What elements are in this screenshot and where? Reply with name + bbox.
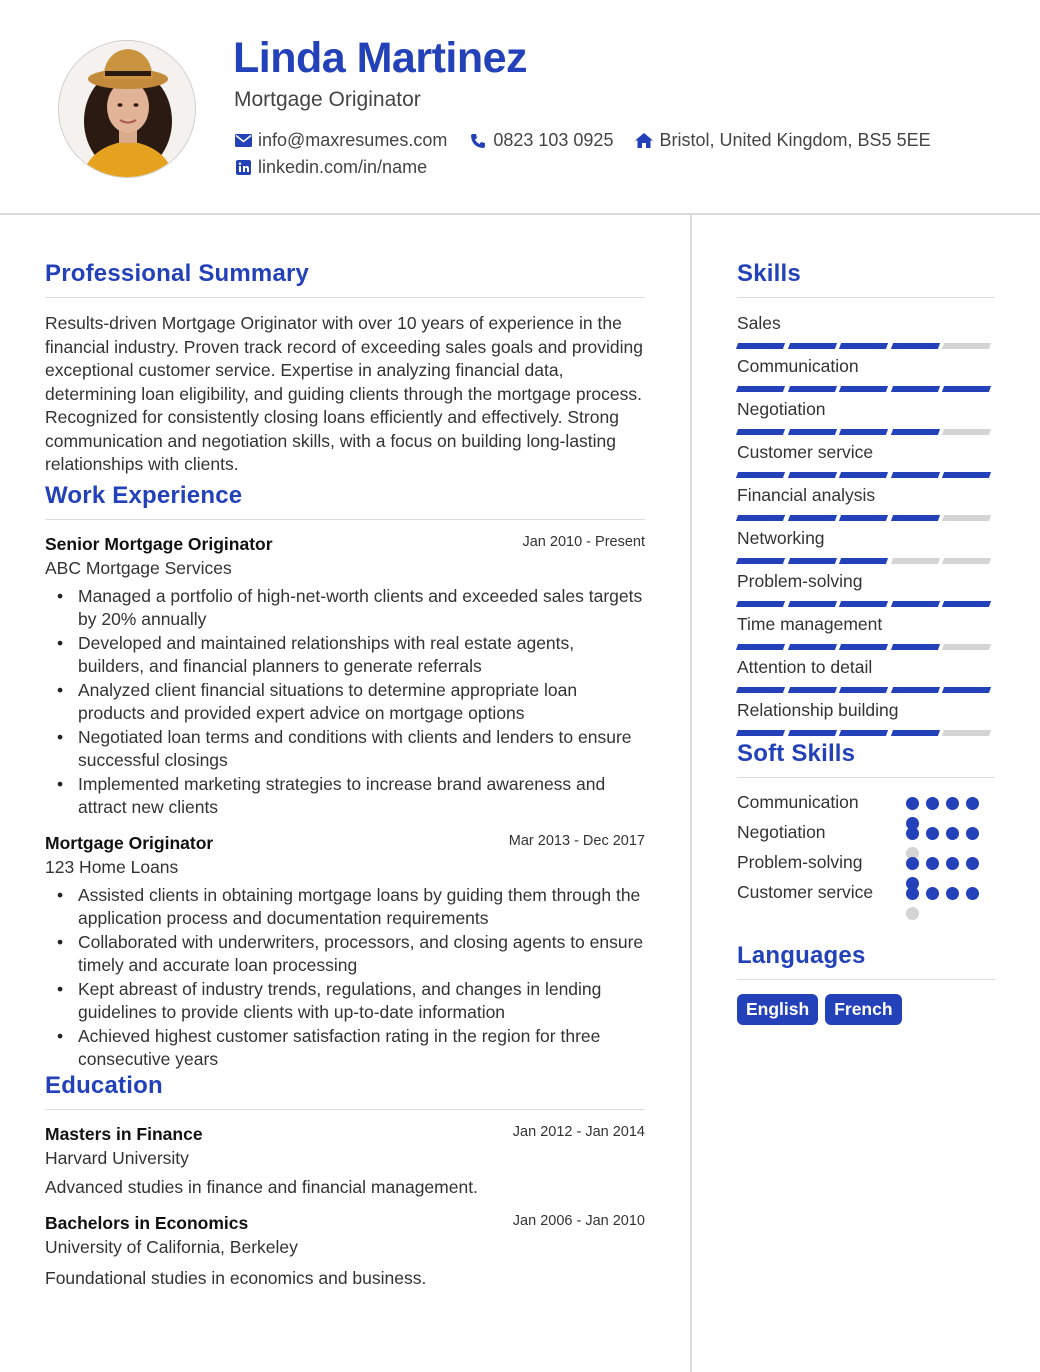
contact-linkedin[interactable] (234, 157, 427, 178)
soft-skill-dot (906, 797, 919, 810)
sidebar-column (737, 215, 995, 1025)
skill-name: Communication (737, 356, 859, 376)
soft-skill-dot (966, 827, 979, 840)
skill-item (737, 614, 995, 657)
soft-skill-dot (926, 857, 939, 870)
skill-level-segment (891, 558, 940, 564)
job-company: 123 Home Loans (45, 856, 179, 877)
skill-level-segment (788, 558, 837, 564)
skill-level-segment (942, 644, 991, 650)
languages-heading: Languages (737, 942, 866, 969)
skill-level-segment (736, 386, 785, 392)
skill-level-segment (891, 515, 940, 521)
job-bullets (45, 884, 645, 1072)
skills-heading: Skills (737, 260, 801, 287)
skill-level-segment (942, 730, 991, 736)
skill-level-segment (736, 429, 785, 435)
skill-item (737, 571, 995, 614)
job-title: Senior Mortgage Originator (45, 533, 273, 554)
section-rule (45, 519, 645, 520)
skill-level-bars (737, 687, 995, 693)
skill-level-segment (942, 515, 991, 521)
skill-level-bars (737, 386, 995, 392)
skill-name: Negotiation (737, 399, 826, 419)
skill-level-segment (736, 343, 785, 349)
contact-email-text: info@maxresumes.com (258, 130, 448, 150)
soft-skills-section (737, 740, 995, 912)
skill-level-segment (788, 343, 837, 349)
education-entry (45, 1213, 645, 1289)
skill-level-bars (737, 515, 995, 521)
skill-level-segment (736, 644, 785, 650)
experience-section (45, 482, 645, 1072)
phone-icon (469, 132, 487, 150)
language-tag: English (737, 994, 818, 1025)
section-rule (45, 1109, 645, 1110)
skill-level-bars (737, 644, 995, 650)
skill-level-bars (737, 730, 995, 736)
skill-level-segment (942, 687, 991, 693)
soft-skill-dot (906, 907, 919, 920)
contact-address-text: Bristol, United Kingdom, BS5 5EE (659, 130, 931, 150)
section-rule (737, 297, 995, 298)
soft-skill-item (737, 792, 995, 822)
job-bullet: • Collaborated with underwriters, processors, and closing agents to ensure timely and accurate loan processing (45, 931, 645, 978)
soft-skill-item (737, 882, 995, 912)
skill-level-bars (737, 429, 995, 435)
skill-level-segment (942, 386, 991, 392)
skill-level-bars (737, 472, 995, 478)
skill-level-segment (736, 687, 785, 693)
job-date: Jan 2010 - Present (522, 533, 645, 550)
job-bullet: • Assisted clients in obtaining mortgage loans by guiding them through the application process and documentation requirements (45, 884, 645, 931)
skill-level-segment (839, 601, 888, 607)
skill-item (737, 657, 995, 700)
section-rule (737, 777, 995, 778)
education-date: Jan 2006 - Jan 2010 (512, 1212, 645, 1229)
job-bullet: • Achieved highest customer satisfaction rating in the region for three consecutive years (45, 1025, 645, 1072)
soft-skill-dot (946, 857, 959, 870)
skill-level-segment (942, 601, 991, 607)
linkedin-icon (234, 159, 252, 177)
skill-level-segment (839, 515, 888, 521)
contact-phone[interactable] (469, 130, 613, 151)
experience-heading: Work Experience (45, 481, 243, 509)
education-entry (45, 1124, 645, 1198)
soft-skill-dot (926, 887, 939, 900)
skill-level-segment (942, 558, 991, 564)
soft-skill-dot (906, 857, 919, 870)
skill-item (737, 700, 995, 736)
soft-skills-heading: Soft Skills (737, 740, 856, 767)
skill-name: Time management (737, 614, 883, 634)
skill-name: Sales (737, 313, 781, 333)
candidate-name: Linda Martinez (233, 34, 528, 82)
skill-level-segment (891, 343, 940, 349)
skill-level-segment (942, 472, 991, 478)
skill-level-segment (788, 730, 837, 736)
skill-level-segment (839, 687, 888, 693)
skill-level-segment (736, 472, 785, 478)
soft-skill-dot (926, 827, 939, 840)
candidate-title: Mortgage Originator (234, 88, 421, 111)
summary-heading: Professional Summary (45, 260, 310, 287)
contact-phone-text: 0823 103 0925 (493, 130, 614, 150)
job-entry (45, 534, 645, 820)
job-bullet: • Kept abreast of industry trends, regulations, and changes in lending guidelines to provide clients with up-to-date information (45, 978, 645, 1025)
soft-skill-item (737, 852, 995, 882)
skill-item (737, 313, 995, 356)
job-bullet: • Negotiated loan terms and conditions with clients and lenders to ensure successful closings (45, 726, 645, 773)
skill-level-segment (788, 687, 837, 693)
languages-section (737, 942, 995, 1025)
job-bullet: • Analyzed client financial situations to determine appropriate loan products and provided expert advice on mortgage options (45, 679, 645, 726)
skill-level-segment (839, 644, 888, 650)
skill-name: Financial analysis (737, 485, 876, 505)
job-bullet: • Implemented marketing strategies to increase brand awareness and attract new clients (45, 773, 645, 820)
skill-level-segment (839, 730, 888, 736)
skill-level-segment (736, 601, 785, 607)
skill-level-segment (891, 386, 940, 392)
skill-item (737, 399, 995, 442)
education-description: Advanced studies in finance and financial management. (45, 1176, 478, 1197)
skill-level-segment (942, 343, 991, 349)
contact-email[interactable] (234, 130, 447, 151)
soft-skills-list (737, 792, 995, 912)
section-rule (45, 297, 645, 298)
skill-level-segment (891, 601, 940, 607)
job-date: Mar 2013 - Dec 2017 (508, 832, 645, 849)
skill-item (737, 528, 995, 571)
school-name: University of California, Berkeley (45, 1236, 298, 1257)
skill-level-segment (891, 730, 940, 736)
skill-level-segment (788, 515, 837, 521)
job-bullets (45, 585, 645, 820)
section-rule (737, 979, 995, 980)
school-name: Harvard University (45, 1147, 189, 1168)
contact-linkedin-text: linkedin.com/in/name (258, 157, 428, 177)
summary-section (45, 260, 645, 477)
contact-row (234, 130, 953, 151)
skill-item (737, 356, 995, 399)
soft-skill-dot (966, 857, 979, 870)
skill-level-segment (736, 730, 785, 736)
skill-item (737, 442, 995, 485)
degree-title: Bachelors in Economics (45, 1212, 249, 1233)
job-company: ABC Mortgage Services (45, 557, 232, 578)
skill-level-segment (736, 515, 785, 521)
skill-level-segment (788, 472, 837, 478)
skill-level-segment (788, 386, 837, 392)
skill-level-segment (891, 429, 940, 435)
skill-item (737, 485, 995, 528)
contact-row-2 (234, 157, 449, 178)
soft-skill-dot (946, 827, 959, 840)
skill-name: Networking (737, 528, 825, 548)
skill-level-segment (891, 644, 940, 650)
soft-skill-name: Negotiation (737, 822, 826, 842)
job-title: Mortgage Originator (45, 832, 214, 853)
skill-level-bars (737, 343, 995, 349)
summary-text: Results-driven Mortgage Originator with over 10 years of experience in the financial industry. Proven track record of exceeding sales goals and providing exceptional customer service. Expertise in analyzing financial data, determining loan eligibility, and guiding clients through the mortgage process. Recognized for consistently closing loans efficiently and effectively. Strong communication and negotiation skills, with a focus on building long-lasting relationships with clients. (45, 313, 643, 474)
soft-skill-dot (966, 797, 979, 810)
job-entry (45, 833, 645, 1072)
soft-skill-item (737, 822, 995, 852)
job-bullet: • Managed a portfolio of high-net-worth clients and exceeded sales targets by 20% annually (45, 585, 645, 632)
skill-level-segment (891, 687, 940, 693)
education-date: Jan 2012 - Jan 2014 (512, 1123, 645, 1140)
education-heading: Education (45, 1071, 163, 1099)
skill-name: Attention to detail (737, 657, 873, 677)
skill-name: Relationship building (737, 700, 899, 720)
skill-level-segment (839, 343, 888, 349)
skill-level-segment (942, 429, 991, 435)
languages-list (737, 994, 995, 1025)
skill-level-segment (891, 472, 940, 478)
soft-skill-name: Communication (737, 792, 859, 812)
soft-skill-dot (906, 827, 919, 840)
skill-level-bars (737, 558, 995, 564)
education-section (45, 1072, 645, 1289)
skill-level-segment (839, 558, 888, 564)
skill-level-segment (839, 386, 888, 392)
skill-level-segment (736, 558, 785, 564)
skill-level-segment (839, 429, 888, 435)
soft-skill-dot (946, 797, 959, 810)
resume-header (0, 0, 1040, 215)
education-description: Foundational studies in economics and business. (45, 1267, 427, 1288)
skill-name: Problem-solving (737, 571, 863, 591)
skill-level-segment (839, 472, 888, 478)
contact-address (635, 130, 930, 151)
skill-level-segment (788, 601, 837, 607)
language-tag: French (825, 994, 901, 1025)
skills-section (737, 260, 995, 736)
home-icon (635, 132, 653, 150)
main-column (45, 215, 645, 1289)
soft-skill-dot (926, 797, 939, 810)
soft-skill-name: Problem-solving (737, 852, 863, 872)
profile-photo (58, 40, 196, 178)
soft-skill-dot (966, 887, 979, 900)
skill-name: Customer service (737, 442, 874, 462)
soft-skill-dot (906, 887, 919, 900)
envelope-icon (234, 132, 252, 150)
soft-skill-dot (946, 887, 959, 900)
skill-level-segment (788, 644, 837, 650)
skills-list (737, 313, 995, 736)
degree-title: Masters in Finance (45, 1123, 203, 1144)
skill-level-bars (737, 601, 995, 607)
soft-skill-name: Customer service (737, 882, 874, 902)
skill-level-segment (788, 429, 837, 435)
job-bullet: • Developed and maintained relationships with real estate agents, builders, and financial planners to generate referrals (45, 632, 645, 679)
column-divider (690, 215, 692, 1372)
